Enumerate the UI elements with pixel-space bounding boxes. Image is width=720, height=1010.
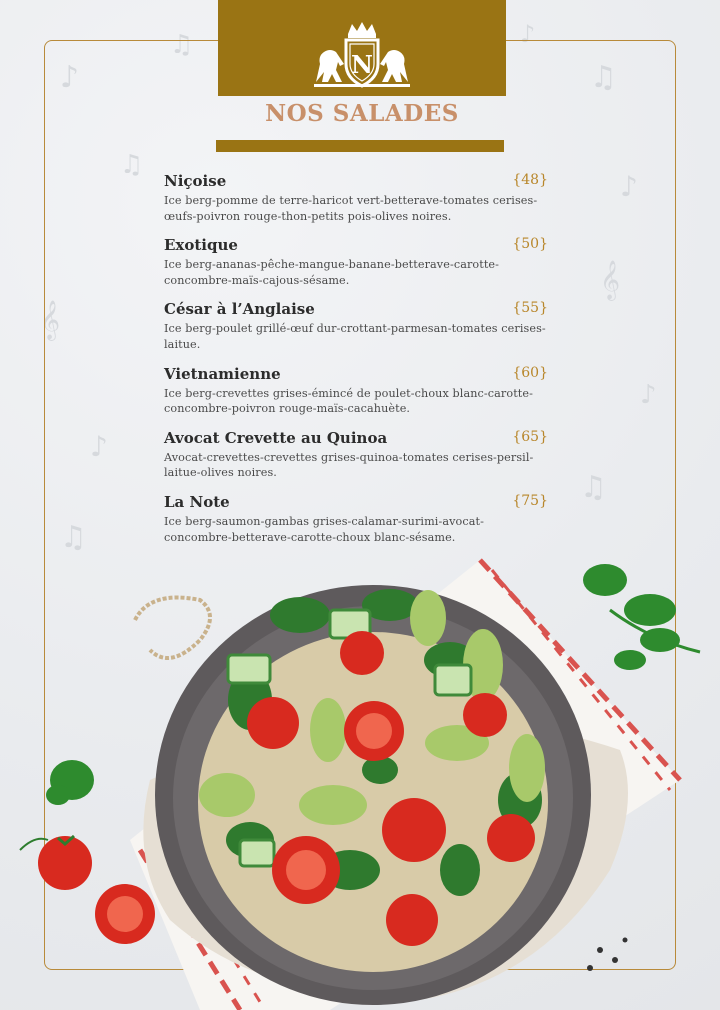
music-note-icon: 𝄞 [600,260,621,300]
menu-item [164,493,548,545]
menu-item [164,172,548,224]
page-title: NOS SALADES [265,100,459,127]
salad-bowl-photo [0,540,720,1010]
music-note-icon: ♪ [520,20,536,48]
parsley-icon [583,564,700,670]
menu-item [164,365,548,417]
music-note-icon: 𝄞 [40,300,61,340]
tomato-icon [20,836,92,890]
menu-item-price: {50} [512,236,548,253]
menu-item-price: {55} [512,300,548,317]
menu-item-description: Avocat-crevettes-crevettes grises-quinoa-tomates cerises-persil-laitue-olives noires. [164,450,534,480]
music-note-icon: ♫ [120,150,144,180]
salad-menu-list [164,172,548,557]
music-note-icon: ♪ [620,170,638,203]
menu-item-price: {60} [512,364,548,381]
music-note-icon: ♪ [90,430,108,463]
menu-item-price: {65} [512,428,548,445]
menu-item-name: Avocat Crevette au Quinoa [164,428,388,447]
music-note-icon: ♫ [60,520,87,555]
menu-item-description: Ice berg-ananas-pêche-mangue-banane-betterave-carotte-concombre-maïs-cajous-sésame. [164,258,500,287]
menu-item-price: {48} [512,172,548,188]
parsley-icon [46,760,94,805]
menu-item-name: Exotique [164,236,238,255]
menu-item-name: Niçoise [164,172,227,190]
menu-item-description: Ice berg-crevettes grises-émincé de poulet-choux blanc-carotte-concombre-poivron rouge-maïs-cacahuète. [164,386,534,416]
crest-icon [310,20,414,92]
title-underline-bar [216,140,504,152]
music-note-icon: ♪ [640,380,657,410]
menu-item [164,300,548,352]
menu-item-name: César à l’Anglaise [164,300,315,319]
music-note-icon: ♫ [580,470,607,505]
tomato-icon [95,884,155,944]
menu-item-description: Ice berg-poulet grillé-œuf dur-crottant-parmesan-tomates cerises-laitue. [164,322,546,351]
rope-handle [135,598,210,659]
menu-item-price: {75} [512,492,548,509]
menu-item [164,429,548,481]
music-note-icon: ♪ [60,60,80,95]
menu-item [164,236,548,288]
peppercorns [587,938,628,972]
menu-item-description: Ice berg-saumon-gambas grises-calamar-surimi-avocat-concombre-betterave-carotte-choux blanc-sésame. [164,514,484,544]
menu-item-name: La Note [164,492,230,511]
music-note-icon: ♫ [170,30,194,60]
music-note-icon: ♫ [590,60,617,95]
crest-initial: N [351,50,373,79]
menu-item-description: Ice berg-pomme de terre-haricot vert-betterave-tomates cerises-œufs-poivron rouge-thon-petits pois-olives noires. [164,194,538,223]
menu-item-name: Vietnamienne [164,364,281,383]
